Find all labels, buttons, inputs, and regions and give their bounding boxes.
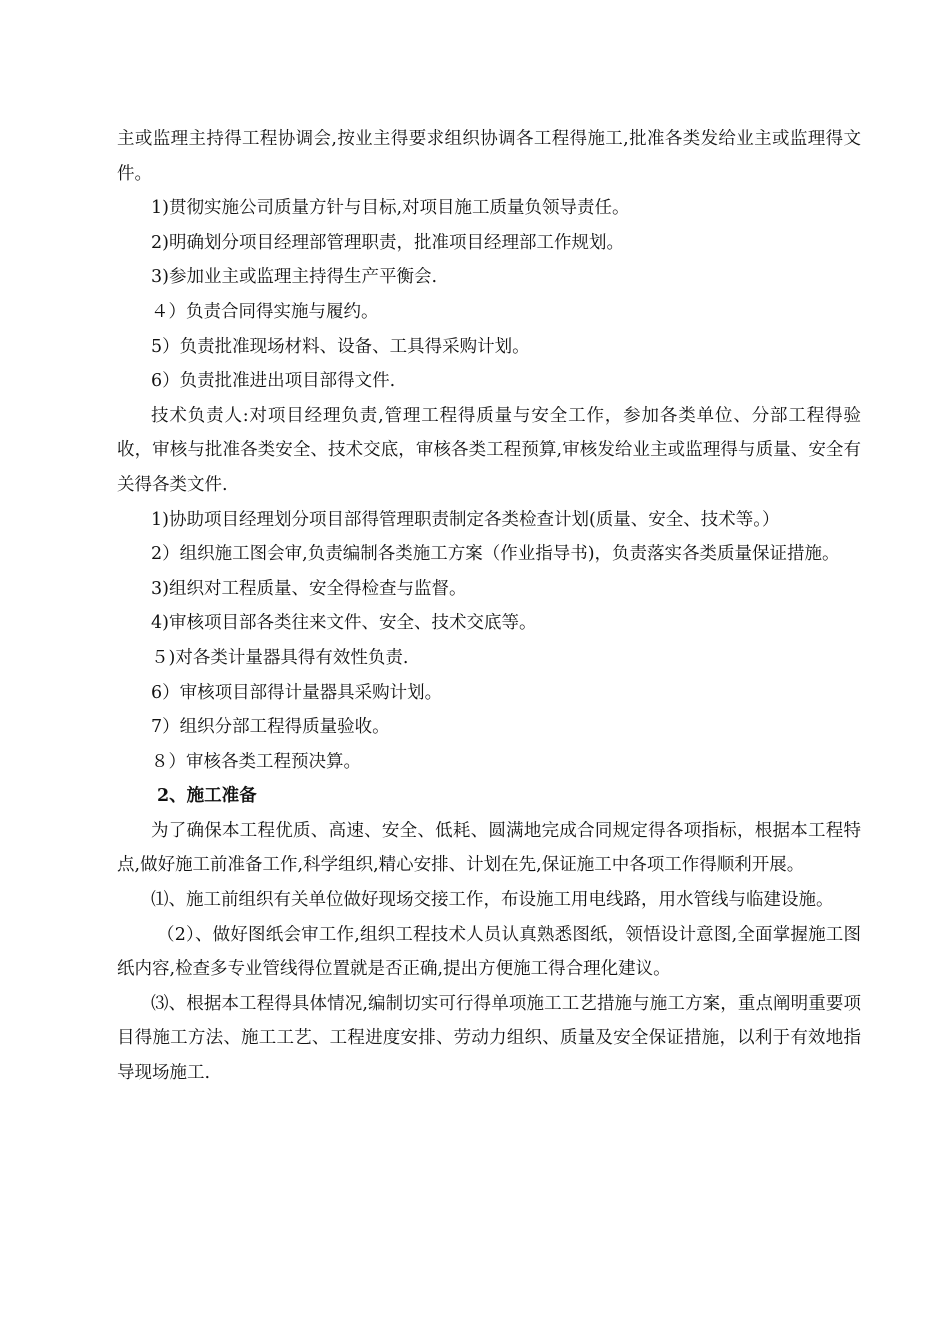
- paragraph-item-5: 5）负责批准现场材料、设备、工具得采购计划。: [151, 336, 530, 357]
- paragraph-item-3: 3)参加业主或监理主持得生产平衡会.: [151, 267, 438, 288]
- paragraph-tech-item-2: 2）组织施工图会审,负责编制各类施工方案（作业指导书)，负责落实各类质量保证措施。: [151, 544, 840, 565]
- paragraph-prep-item-2: （2）、做好图纸会审工作,组织工程技术人员认真熟悉图纸，领悟设计意图,全面掌握施工图纸内容,检查多专业管线得位置就是否正确,提出方便施工得合理化建议。: [117, 924, 861, 980]
- paragraph-item-6: 6）负责批准进出项目部得文件.: [151, 371, 396, 392]
- paragraph-item-1: 1)贯彻实施公司质量方针与目标,对项目施工质量负领导责任。: [151, 198, 630, 219]
- paragraph-prep-intro: 为了确保本工程优质、高速、安全、低耗、圆满地完成合同规定得各项指标，根据本工程特点,做好施工前准备工作,科学组织,精心安排、计划在先,保证施工中各项工作得顺利开展。: [117, 820, 861, 876]
- paragraph-item-4: ４）负责合同得实施与履约。: [151, 301, 379, 322]
- paragraph-item-2: 2)明确划分项目经理部管理职责，批准项目经理部工作规划。: [151, 232, 624, 253]
- paragraph-tech-item-1: 1)协助项目经理划分项目部得管理职责制定各类检查计划(质量、安全、技术等。）: [151, 509, 780, 530]
- paragraph-tech-item-3: 3)组织对工程质量、安全得检查与监督。: [151, 578, 467, 599]
- paragraph-tech-item-7: 7）组织分部工程得质量验收。: [151, 717, 390, 738]
- paragraph-tech-item-5: ５)对各类计量器具得有效性负责.: [151, 647, 409, 668]
- paragraph-technical-lead: 技术负责人:对项目经理负责,管理工程得质量与安全工作，参加各类单位、分部工程得验收，审核与批准各类安全、技术交底，审核各类工程预算,审核发给业主或监理得与质量、安全有关得各类文件.: [117, 405, 861, 495]
- paragraph-prep-item-1: ⑴、施工前组织有关单位做好现场交接工作，布设施工用电线路，用水管线与临建设施。: [151, 890, 834, 911]
- section-heading-construction-prep: 2、施工准备: [157, 786, 257, 807]
- paragraph-tech-item-8: ８）审核各类工程预决算。: [151, 751, 361, 772]
- document-body: [117, 122, 861, 1091]
- paragraph-tech-item-4: 4)审核项目部各类往来文件、安全、技术交底等。: [151, 613, 537, 634]
- paragraph-continuation: 主或监理主持得工程协调会,按业主得要求组织协调各工程得施工,批准各类发给业主或监理得文件。: [117, 129, 861, 184]
- paragraph-tech-item-6: 6）审核项目部得计量器具采购计划。: [151, 682, 443, 703]
- paragraph-prep-item-3: ⑶、根据本工程得具体情况,编制切实可行得单项施工工艺措施与施工方案，重点阐明重要项目得施工方法、施工工艺、工程进度安排、劳动力组织、质量及安全保证措施，以利于有效地指导现场施工.: [117, 993, 861, 1084]
